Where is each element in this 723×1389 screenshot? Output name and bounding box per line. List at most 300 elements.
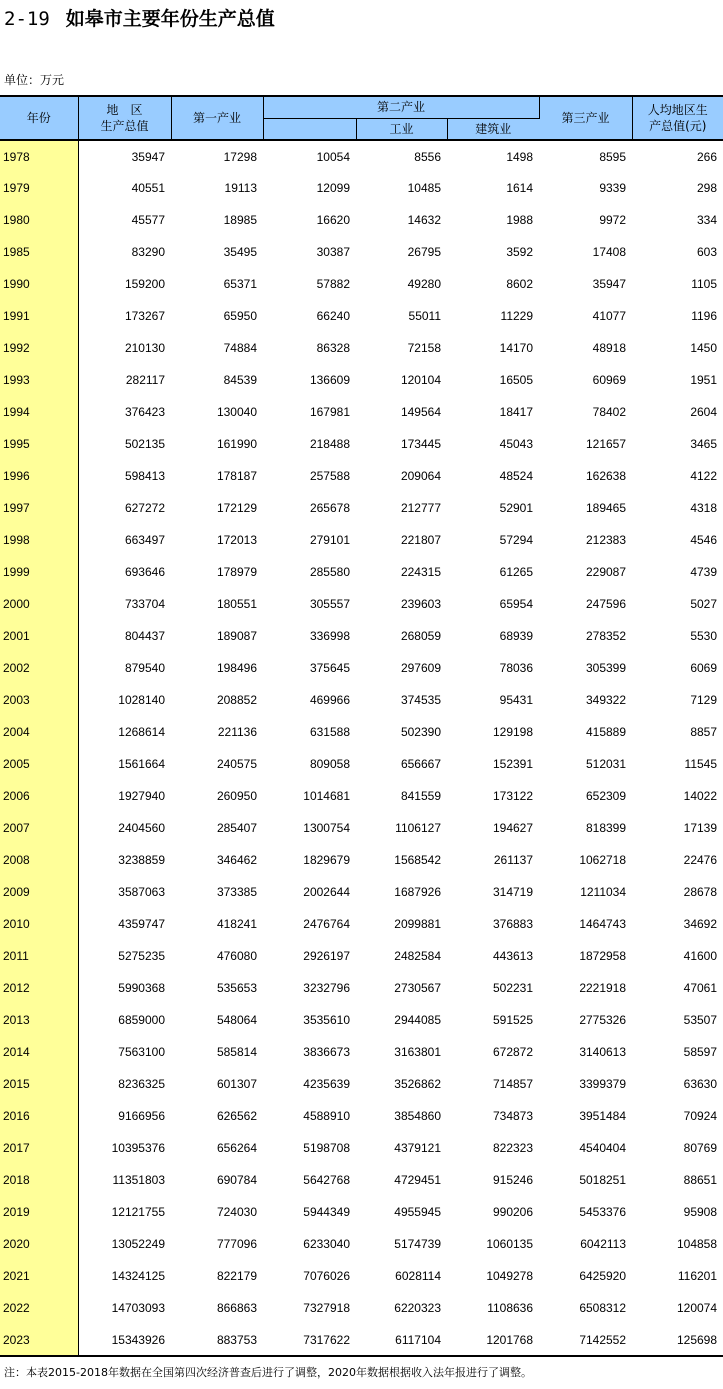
cell-primary: 476080 [216,949,257,963]
table-header [0,96,723,140]
cell-primary: 161990 [216,437,257,451]
cell-per-capita: 2604 [690,405,718,419]
cell-secondary: 1300754 [303,821,350,835]
cell-tertiary: 212383 [585,533,627,547]
cell-construction: 68939 [499,629,534,643]
cell-industry: 1106127 [395,821,441,835]
cell-secondary: 57882 [316,277,350,291]
cell-primary: 178979 [216,565,257,579]
cell-secondary: 336998 [309,629,350,643]
cell-tertiary: 229087 [585,565,627,579]
cell-industry: 212777 [400,501,441,515]
cell-per-capita: 88651 [683,1173,718,1187]
cell-secondary: 257588 [309,469,350,483]
cell-primary: 601307 [216,1077,257,1091]
cell-year: 2015 [0,1068,78,1100]
cell-primary: 189087 [216,629,257,643]
cell-primary: 208852 [216,693,257,707]
table-row [0,556,723,588]
cell-tertiary: 8595 [599,149,627,164]
table-row [0,972,723,1004]
table-row [0,684,723,716]
cell-construction: 95431 [499,693,534,707]
cell-secondary: 469966 [309,693,350,707]
cell-per-capita: 70924 [683,1109,718,1123]
cell-construction: 502231 [492,981,534,995]
cell-year: 2008 [0,844,78,876]
cell-gdp: 879540 [124,661,165,675]
cell-construction: 672872 [492,1045,534,1059]
cell-primary: 724030 [216,1205,257,1219]
cell-construction: 194627 [492,821,534,835]
cell-tertiary: 17408 [592,245,627,259]
cell-tertiary: 278352 [585,629,627,643]
cell-tertiary: 415889 [585,725,627,739]
cell-gdp: 502135 [124,437,165,451]
cell-gdp: 3238859 [118,853,165,867]
cell-construction: 1988 [506,213,534,227]
cell-tertiary: 9339 [599,181,627,195]
cell-primary: 65950 [223,309,257,323]
cell-primary: 19113 [224,181,257,195]
cell-year: 2014 [0,1036,78,1068]
table-row [0,716,723,748]
table-row [0,1196,723,1228]
cell-secondary: 279101 [309,533,350,547]
cell-construction: 376883 [492,917,534,931]
cell-secondary: 1014681 [303,789,350,803]
cell-gdp: 5275235 [118,949,165,963]
cell-gdp: 1561664 [118,757,165,771]
cell-per-capita: 1196 [691,309,718,323]
table-row [0,460,723,492]
cell-gdp: 173267 [124,309,165,323]
cell-per-capita: 22476 [683,853,718,867]
cell-secondary: 3836673 [303,1045,350,1059]
cell-year: 1980 [0,204,78,236]
header-per-capita [632,96,723,140]
cell-tertiary: 162638 [585,469,627,483]
cell-gdp: 804437 [124,629,165,643]
table-number: 2-19 [4,8,50,30]
cell-tertiary: 60969 [592,373,627,387]
cell-industry: 4955945 [394,1205,441,1219]
cell-primary: 18985 [223,213,257,227]
cell-primary: 260950 [216,789,257,803]
cell-secondary: 5944349 [303,1205,350,1219]
cell-year: 2016 [0,1100,78,1132]
cell-construction: 78036 [499,661,534,675]
cell-construction: 14170 [499,341,534,355]
cell-industry: 502390 [400,725,441,739]
cell-per-capita: 95908 [683,1205,718,1219]
cell-tertiary: 512031 [585,757,627,771]
table-row [0,204,723,236]
table-row [0,908,723,940]
cell-year: 1998 [0,524,78,556]
cell-per-capita: 334 [697,213,718,227]
cell-per-capita: 28678 [683,885,718,899]
cell-secondary: 66240 [316,309,350,323]
cell-secondary: 7076026 [303,1269,350,1283]
cell-year: 1996 [0,460,78,492]
cell-tertiary: 5453376 [579,1205,627,1219]
cell-industry: 173445 [400,437,441,451]
table-row [0,1260,723,1292]
cell-gdp: 1268614 [118,725,165,739]
cell-year: 2023 [0,1324,78,1356]
cell-tertiary: 41077 [592,309,627,323]
cell-primary: 866863 [216,1301,257,1315]
cell-year: 1999 [0,556,78,588]
cell-industry: 6028114 [395,1269,441,1283]
cell-gdp: 4359747 [118,917,165,931]
cell-primary: 418241 [216,917,257,931]
cell-tertiary: 6042113 [580,1237,627,1251]
table-row [0,812,723,844]
cell-per-capita: 4546 [690,533,718,547]
cell-per-capita: 5530 [690,629,718,643]
cell-construction: 18417 [499,405,534,419]
cell-gdp: 733704 [124,597,165,611]
table-row [0,780,723,812]
cell-gdp: 12121755 [111,1205,165,1219]
table-row [0,1004,723,1036]
cell-secondary: 631588 [309,725,350,739]
cell-secondary: 375645 [309,661,350,675]
cell-gdp: 83290 [131,245,165,259]
cell-construction: 443613 [492,949,534,963]
cell-primary: 84539 [223,373,257,387]
cell-per-capita: 7129 [690,693,718,707]
cell-year: 2022 [0,1292,78,1324]
header-secondary: 第二产业 [263,96,539,118]
cell-tertiary: 6425920 [579,1269,627,1283]
table-row [0,140,723,172]
cell-per-capita: 603 [697,245,718,259]
cell-industry: 2482584 [394,949,441,963]
cell-construction: 8602 [506,277,534,291]
cell-industry: 3163801 [394,1045,441,1059]
cell-secondary: 285580 [309,565,350,579]
cell-tertiary: 1464743 [579,917,627,931]
cell-secondary: 265678 [309,501,350,515]
cell-construction: 61265 [499,565,534,579]
cell-primary: 65371 [223,277,257,291]
cell-year: 1985 [0,236,78,268]
header-secondary-total [263,118,356,140]
cell-industry: 14632 [407,213,441,227]
cell-year: 2006 [0,780,78,812]
table-row [0,172,723,204]
cell-year: 1994 [0,396,78,428]
cell-secondary: 6233040 [303,1237,350,1251]
cell-gdp: 7563100 [118,1045,165,1059]
table-row [0,1324,723,1356]
cell-per-capita: 125698 [632,1324,723,1356]
cell-per-capita: 6069 [690,661,718,675]
cell-construction: 1201768 [447,1324,539,1356]
table-row [0,396,723,428]
cell-primary: 198496 [216,661,257,675]
header-per-capita-line2: 产总值(元) [649,119,707,133]
cell-per-capita: 41600 [683,949,718,963]
cell-secondary: 305557 [309,597,350,611]
cell-secondary: 12099 [316,181,350,195]
cell-construction: 173122 [492,789,534,803]
cell-gdp: 159200 [124,277,165,291]
table-row [0,1100,723,1132]
cell-gdp: 6859000 [118,1013,165,1027]
cell-tertiary: 189465 [585,501,627,515]
footnote: 注：本表2015-2018年数据在全国第四次经济普查后进行了调整，2020年数据根据收入法年报进行了调整。 [4,1366,532,1379]
cell-construction: 3592 [506,245,534,259]
cell-year: 1992 [0,332,78,364]
cell-construction: 261137 [493,853,534,867]
cell-industry: 120104 [400,373,441,387]
cell-construction: 129198 [492,725,534,739]
cell-primary: 346462 [216,853,257,867]
cell-construction: 591525 [492,1013,534,1027]
page-title [4,6,275,32]
cell-secondary: 86328 [316,341,350,355]
cell-per-capita: 63630 [683,1077,718,1091]
cell-secondary: 4588910 [303,1109,350,1123]
cell-secondary: 10054 [316,149,350,164]
cell-tertiary: 2221918 [579,981,627,995]
cell-gdp: 10395376 [111,1141,165,1155]
cell-secondary: 3535610 [303,1013,350,1027]
cell-industry: 8556 [414,149,441,164]
cell-secondary: 2926197 [303,949,350,963]
cell-construction: 734873 [492,1109,534,1123]
cell-construction: 1614 [506,181,534,195]
header-industry: 工业 [356,118,447,140]
cell-year: 2002 [0,652,78,684]
cell-primary: 626562 [216,1109,257,1123]
cell-year: 2003 [0,684,78,716]
cell-gdp: 40551 [131,181,165,195]
cell-primary: 172129 [216,501,257,515]
cell-secondary: 218488 [309,437,350,451]
table-row [0,1132,723,1164]
table-row [0,1164,723,1196]
cell-secondary: 5198708 [303,1141,350,1155]
cell-per-capita: 53507 [683,1013,718,1027]
cell-tertiary: 1062718 [579,853,627,867]
cell-construction: 822323 [492,1141,534,1155]
cell-tertiary: 48918 [592,341,627,355]
cell-per-capita: 11545 [684,757,718,771]
cell-gdp: 15343926 [78,1324,171,1356]
cell-primary: 221136 [217,725,257,739]
cell-construction: 48524 [499,469,534,483]
cell-gdp: 693646 [124,565,165,579]
cell-gdp: 35947 [131,149,165,164]
cell-secondary: 2002644 [303,885,350,899]
cell-secondary: 5642768 [303,1173,350,1187]
cell-industry: 2944085 [394,1013,441,1027]
table-row [0,844,723,876]
header-year: 年份 [0,96,78,140]
cell-industry: 209064 [400,469,441,483]
cell-tertiary: 35947 [592,277,627,291]
table-row [0,588,723,620]
cell-construction: 1049278 [486,1269,534,1283]
cell-industry: 1687926 [394,885,441,899]
cell-secondary: 136609 [309,373,350,387]
cell-industry: 55011 [408,309,441,323]
cell-year: 2011 [0,940,78,972]
cell-tertiary: 121657 [585,437,627,451]
cell-secondary: 7317622 [263,1324,356,1356]
cell-year: 1997 [0,492,78,524]
cell-per-capita: 8857 [690,725,718,739]
cell-tertiary: 78402 [592,405,627,419]
cell-tertiary: 305399 [585,661,627,675]
cell-year: 2012 [0,972,78,1004]
cell-gdp: 663497 [124,533,165,547]
cell-gdp: 282117 [125,373,165,387]
cell-per-capita: 17139 [683,821,718,835]
cell-industry: 149564 [400,405,441,419]
cell-year: 1995 [0,428,78,460]
cell-construction: 1498 [506,149,534,164]
cell-industry: 49280 [407,277,441,291]
cell-per-capita: 266 [697,149,718,164]
cell-secondary: 4235639 [303,1077,350,1091]
cell-industry: 239603 [400,597,441,611]
cell-gdp: 13052249 [111,1237,165,1251]
cell-primary: 172013 [216,533,257,547]
cell-construction: 57294 [499,533,534,547]
cell-tertiary: 1211034 [580,885,627,899]
cell-year: 2001 [0,620,78,652]
cell-per-capita: 47061 [683,981,718,995]
table-row [0,236,723,268]
cell-construction: 152391 [492,757,534,771]
cell-industry: 841559 [400,789,441,803]
cell-industry: 3526862 [394,1077,441,1091]
cell-tertiary: 5018251 [579,1173,627,1187]
table-row [0,652,723,684]
cell-industry: 4379121 [394,1141,441,1155]
cell-gdp: 1927940 [118,789,165,803]
cell-industry: 1568542 [394,853,441,867]
cell-gdp: 210130 [124,341,165,355]
cell-gdp: 11351803 [112,1173,165,1187]
cell-industry: 6220323 [394,1301,441,1315]
header-construction: 建筑业 [447,118,539,140]
cell-industry: 656667 [400,757,441,771]
cell-industry: 26795 [407,245,441,259]
cell-gdp: 5990368 [118,981,165,995]
cell-primary: 178187 [216,469,257,483]
cell-per-capita: 1105 [691,277,718,291]
cell-year: 2018 [0,1164,78,1196]
cell-primary: 130040 [216,405,257,419]
cell-tertiary: 3951484 [579,1109,627,1123]
cell-secondary: 16620 [316,213,350,227]
cell-construction: 915246 [492,1173,534,1187]
cell-tertiary: 652309 [585,789,627,803]
cell-industry: 268059 [400,629,441,643]
cell-industry: 6117104 [356,1324,447,1356]
cell-primary: 180551 [216,597,257,611]
cell-tertiary: 6508312 [579,1301,627,1315]
table-row [0,1068,723,1100]
cell-gdp: 1028140 [118,693,165,707]
cell-gdp: 3587063 [118,885,165,899]
cell-gdp: 598413 [124,469,165,483]
cell-industry: 4729451 [394,1173,441,1187]
table-row [0,876,723,908]
cell-primary: 585814 [216,1045,257,1059]
cell-primary: 656264 [216,1141,257,1155]
cell-tertiary: 3140613 [579,1045,627,1059]
cell-secondary: 30387 [316,245,350,259]
cell-industry: 3854860 [394,1109,441,1123]
cell-tertiary: 818399 [585,821,627,835]
cell-tertiary: 4540404 [579,1141,627,1155]
cell-secondary: 7327918 [303,1301,350,1315]
table-title: 如皋市主要年份生产总值 [65,8,275,30]
cell-year: 1990 [0,268,78,300]
cell-primary: 74884 [223,341,257,355]
cell-gdp: 376423 [124,405,165,419]
cell-industry: 374535 [400,693,441,707]
table-row [0,620,723,652]
cell-primary: 690784 [216,1173,257,1187]
cell-primary: 373385 [216,885,257,899]
cell-gdp: 14703093 [111,1301,165,1315]
cell-secondary: 2476764 [303,917,350,931]
cell-secondary: 167981 [309,405,350,419]
unit-label: 单位：万元 [4,73,65,87]
header-gdp [78,96,171,140]
cell-tertiary: 1872958 [579,949,627,963]
table-row [0,492,723,524]
cell-construction: 314719 [492,885,534,899]
cell-construction: 714857 [492,1077,534,1091]
cell-gdp: 14324125 [111,1269,165,1283]
cell-year: 1979 [0,172,78,204]
cell-secondary: 809058 [309,757,350,771]
gdp-table [0,95,723,1357]
cell-tertiary: 7142552 [539,1324,632,1356]
header-primary: 第一产业 [171,96,263,140]
cell-industry: 72158 [407,341,441,355]
cell-year: 2010 [0,908,78,940]
cell-per-capita: 120074 [676,1301,718,1315]
cell-year: 2020 [0,1228,78,1260]
cell-primary: 883753 [171,1324,263,1356]
table-row [0,1292,723,1324]
cell-industry: 224315 [400,565,441,579]
cell-construction: 11229 [500,309,534,323]
cell-year: 1991 [0,300,78,332]
cell-primary: 822179 [216,1269,257,1283]
cell-primary: 535653 [216,981,257,995]
cell-gdp: 45577 [131,213,165,227]
cell-gdp: 627272 [124,501,165,515]
cell-industry: 2099881 [394,917,441,931]
cell-year: 2000 [0,588,78,620]
cell-per-capita: 14022 [683,789,718,803]
cell-per-capita: 116201 [677,1269,718,1283]
header-tertiary: 第三产业 [539,96,632,140]
cell-gdp: 2404560 [118,821,165,835]
